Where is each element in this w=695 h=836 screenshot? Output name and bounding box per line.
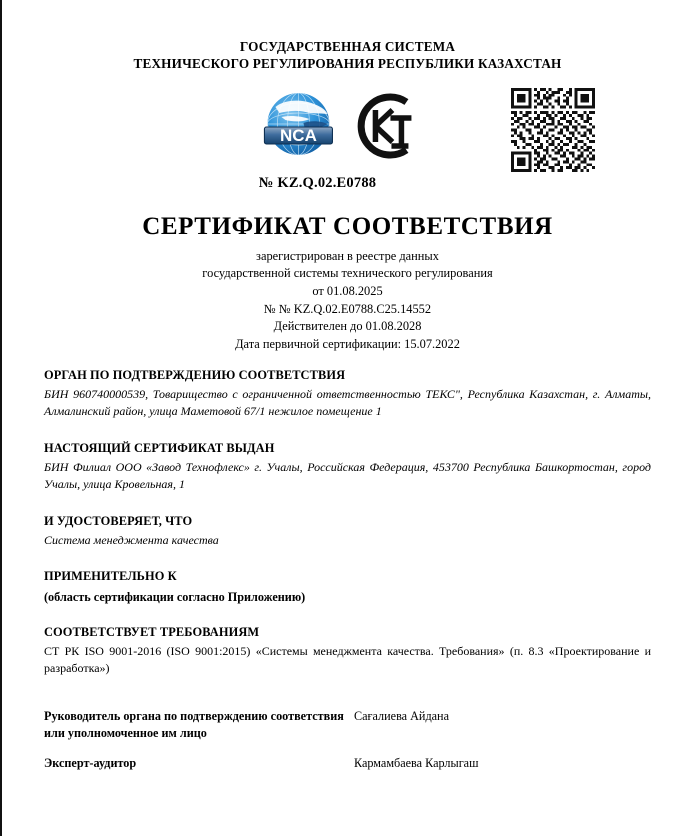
signatory-name: Кармамбаева Карлыгаш bbox=[354, 756, 479, 771]
requirements-text: СТ РК ISO 9001-2016 (ISO 9001:2015) «Системы менеджмента качества. Требования» (п. 8.3 «Проектирование и разработка») bbox=[44, 643, 651, 676]
scope-subtext: (область сертификации согласно Приложению) bbox=[44, 589, 306, 604]
section-certifies bbox=[44, 513, 651, 550]
header-line-2: ТЕХНИЧЕСКОГО РЕГУЛИРОВАНИЯ РЕСПУБЛИКИ КАЗАХСТАН bbox=[133, 56, 562, 72]
section-scope bbox=[44, 568, 651, 604]
nca-logo-text: NCA bbox=[279, 125, 317, 145]
registry-first-certification: Дата первичной сертификации: 15.07.2022 bbox=[235, 336, 460, 351]
signature-block bbox=[44, 708, 651, 772]
issued-to-text: БИН Филиал ООО «Завод Технофлекс» г. Учалы, Российская Федерация, 453700 Республика Башкортостан, город Учалы, улица Кровельная, 1 bbox=[44, 459, 651, 492]
certifies-heading: И УДОСТОВЕРЯЕТ, ЧТО bbox=[44, 513, 193, 528]
section-issued-to bbox=[44, 440, 651, 494]
scope-heading: ПРИМЕНИТЕЛЬНО К bbox=[44, 569, 177, 584]
registry-date-issued: от 01.08.2025 bbox=[312, 284, 383, 299]
section-requirements bbox=[44, 624, 651, 678]
signatory-role: Руководитель органа по подтверждению соответствия или уполномоченное им лицо bbox=[44, 708, 344, 740]
certificate-sheet bbox=[2, 0, 695, 772]
document-header bbox=[44, 38, 651, 73]
registry-line-1: зарегистрирован в реестре данных bbox=[256, 248, 439, 263]
certification-body-heading: ОРГАН ПО ПОДТВЕРЖДЕНИЮ СООТВЕТСТВИЯ bbox=[44, 367, 346, 382]
registry-line-2: государственной системы технического регулирования bbox=[202, 266, 493, 281]
emblem-group bbox=[259, 87, 423, 165]
section-certification-body bbox=[44, 367, 651, 421]
registry-info bbox=[44, 248, 651, 354]
emblem-row bbox=[44, 87, 651, 179]
signature-row bbox=[44, 708, 651, 742]
registry-number: № № KZ.Q.02.E0788.C25.14552 bbox=[263, 301, 432, 316]
signatory-role: Эксперт-аудитор bbox=[44, 756, 137, 771]
registry-valid-until: Действителен до 01.08.2028 bbox=[273, 319, 422, 334]
certifies-text: Система менеджмента качества bbox=[44, 532, 219, 547]
qr-code bbox=[511, 88, 595, 172]
issued-to-heading: НАСТОЯЩИЙ СЕРТИФИКАТ ВЫДАН bbox=[44, 440, 275, 455]
signatory-name: Сағалиева Айдана bbox=[354, 708, 449, 723]
page-title: СЕРТИФИКАТ СООТВЕТСТВИЯ bbox=[142, 212, 553, 240]
certification-body-text: БИН 960740000539, Товарищество с ограниченной ответственностью ТЕКС", Республика Казахстан, г. Алматы, Алмалинский район, улица Маметовой 67/1 нежилое помещение 1 bbox=[44, 386, 651, 419]
header-line-1: ГОСУДАРСТВЕННАЯ СИСТЕМА bbox=[239, 39, 456, 54]
requirements-heading: СООТВЕТСТВУЕТ ТРЕБОВАНИЯМ bbox=[44, 624, 260, 639]
certificate-number: № KZ.Q.02.E0788 bbox=[258, 174, 377, 191]
nca-globe-logo bbox=[259, 87, 337, 165]
signature-row bbox=[44, 755, 651, 772]
kz-conformity-mark-icon bbox=[351, 88, 423, 164]
